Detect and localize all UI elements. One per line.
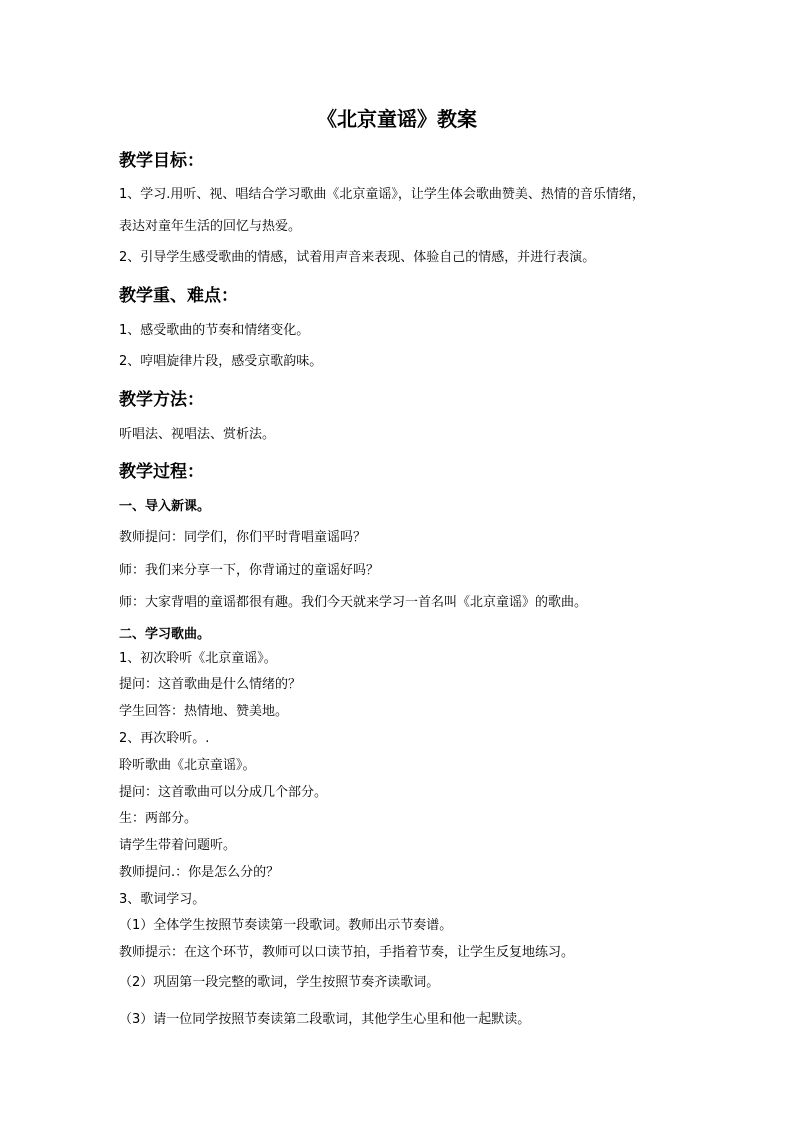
key-points-item-1: 1、感受歌曲的节奏和情绪变化。 xyxy=(119,323,310,338)
process-part-2-line: 提问：这首歌曲可以分成几个部分。 xyxy=(119,785,328,800)
process-part-1-heading: 一、导入新课。 xyxy=(119,499,211,514)
objectives-paragraph-2: 2、引导学生感受歌曲的情感，试着用声音来表现、体验自己的情感，并进行表演。 xyxy=(119,250,596,265)
process-part-2-line: 请学生带着问题听。 xyxy=(119,838,237,853)
document-title: 《北京童谣》教案 xyxy=(317,107,477,131)
objectives-heading: 教学目标： xyxy=(119,151,204,171)
methods-heading: 教学方法： xyxy=(119,390,204,410)
objectives-paragraph-1-line-2: 表达对童年生活的回忆与热爱。 xyxy=(119,219,302,234)
methods-text: 听唱法、视唱法、赏析法。 xyxy=(119,427,276,442)
process-part-2-line: 提问：这首歌曲是什么情绪的？ xyxy=(119,677,302,692)
process-part-2-line: 教师提问.：你是怎么分的？ xyxy=(119,865,280,880)
process-part-2-line: 2、再次聆听。. xyxy=(119,731,210,746)
process-part-2-line: 1、初次聆听《北京童谣》。 xyxy=(119,651,277,666)
process-heading: 教学过程： xyxy=(119,462,204,482)
process-part-2-line: （1）全体学生按照节奏读第一段歌词。教师出示节奏谱。 xyxy=(119,918,453,933)
process-part-2-line: 生：两部分。 xyxy=(119,811,198,826)
process-part-2-heading: 二、学习歌曲。 xyxy=(119,627,211,642)
process-part-2-line: （3）请一位同学按照节奏读第二段歌词，其他学生心里和他一起默读。 xyxy=(119,1012,531,1027)
process-part-1-line: 师：大家背唱的童谣都很有趣。我们今天就来学习一首名叫《北京童谣》的歌曲。 xyxy=(119,595,588,610)
key-points-heading: 教学重、难点： xyxy=(119,286,238,306)
process-part-2-line: 3、歌词学习。 xyxy=(119,892,206,907)
process-part-1-line: 教师提问：同学们，你们平时背唱童谣吗？ xyxy=(119,530,367,545)
process-part-2-line: 聆听歌曲《北京童谣》。 xyxy=(119,758,256,773)
process-part-2-line: （2）巩固第一段完整的歌词，学生按照节奏齐读歌词。 xyxy=(119,975,440,990)
key-points-item-2: 2、哼唱旋律片段，感受京歌韵味。 xyxy=(119,354,323,369)
process-part-2-line: 学生回答：热情地、赞美地。 xyxy=(119,704,289,719)
process-part-1-line: 师：我们来分享一下，你背诵过的童谣好吗？ xyxy=(119,563,380,578)
objectives-paragraph-1-line-1: 1、学习.用听、视、唱结合学习歌曲《北京童谣》，让学生体会歌曲赞美、热情的音乐情绪， xyxy=(119,187,645,202)
process-part-2-line: 教师提示：在这个环节，教师可以口读节拍，手指着节奏，让学生反复地练习。 xyxy=(119,945,575,960)
